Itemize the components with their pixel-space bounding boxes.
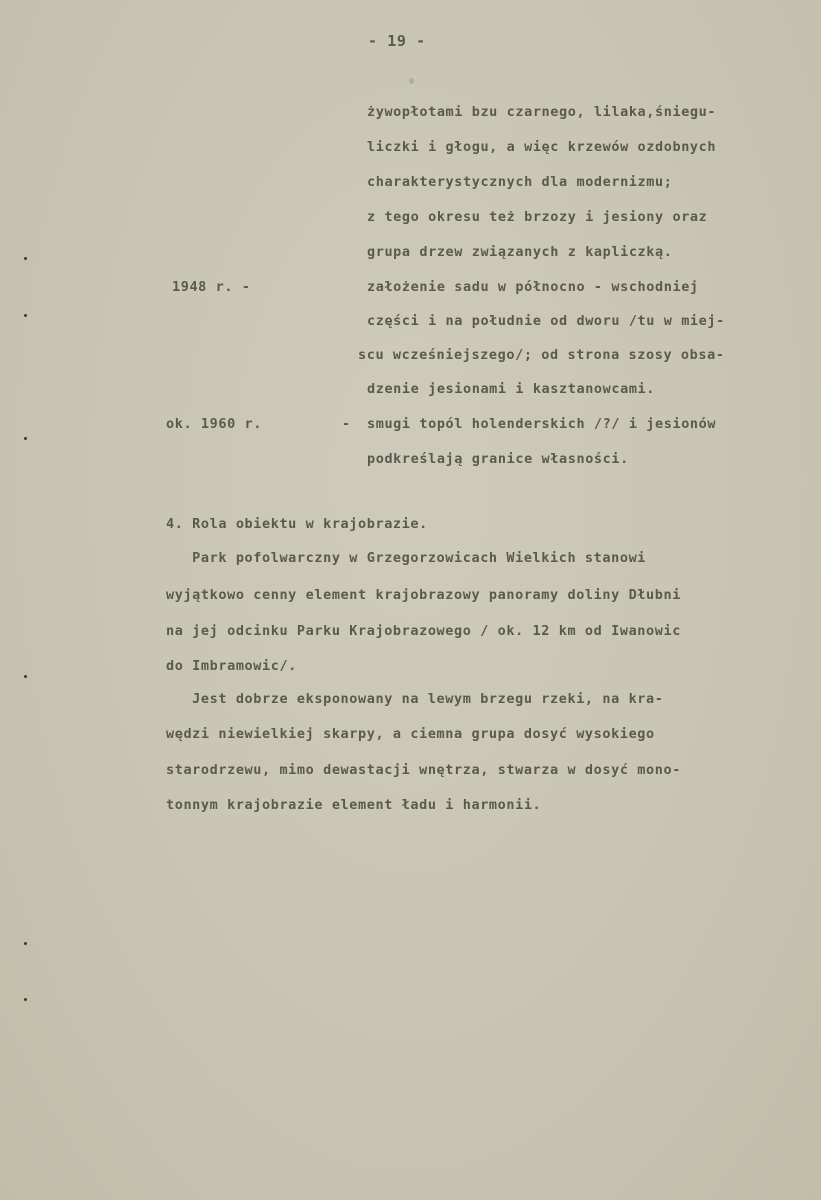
paragraph-1-line: wyjątkowo cenny element krajobrazowy panoramy doliny Dłubni: [166, 587, 681, 603]
entry-1948-line: założenie sadu w północno - wschodniej: [367, 279, 699, 295]
paper-speck: [409, 78, 414, 84]
margin-mark: [24, 998, 27, 1001]
paragraph-2-line: tonnym krajobrazie element ładu i harmonii.: [166, 797, 542, 813]
paragraph-2-line: Jest dobrze eksponowany na lewym brzegu rzeki, na kra-: [166, 691, 664, 707]
history-line: liczki i głogu, a więc krzewów ozdobnych: [367, 139, 717, 155]
entry-1960-date: ok. 1960 r.: [166, 416, 263, 432]
margin-mark: [24, 257, 27, 260]
history-line: grupa drzew związanych z kapliczką.: [367, 244, 673, 260]
history-line: z tego okresu też brzozy i jesiony oraz: [367, 209, 708, 225]
history-line: charakterystycznych dla modernizmu;: [367, 174, 673, 190]
margin-mark: [24, 314, 27, 317]
entry-1948-line: scu wcześniejszego/; od strona szosy obsa-: [358, 347, 725, 363]
history-line: żywopłotami bzu czarnego, lilaka,śniegu-: [367, 104, 717, 120]
entry-1960-dash: -: [342, 416, 351, 432]
margin-mark: [24, 942, 27, 945]
section-heading: 4. Rola obiektu w krajobrazie.: [166, 516, 428, 532]
page-number: - 19 -: [368, 32, 426, 50]
paragraph-2-line: wędzi niewielkiej skarpy, a ciemna grupa dosyć wysokiego: [166, 726, 655, 742]
entry-1948-date: 1948 r. -: [172, 279, 251, 295]
entry-1948-line: dzenie jesionami i kasztanowcami.: [367, 381, 656, 397]
margin-mark: [24, 675, 27, 678]
entry-1960-line: podkreślają granice własności.: [367, 451, 629, 467]
paragraph-2-line: starodrzewu, mimo dewastacji wnętrza, stwarza w dosyć mono-: [166, 762, 681, 778]
paragraph-1-line: na jej odcinku Parku Krajobrazowego / ok. 12 km od Iwanowic: [166, 623, 681, 639]
entry-1960-line: smugi topól holenderskich /?/ i jesionów: [367, 416, 717, 432]
paragraph-1-line: do Imbramowic/.: [166, 658, 297, 674]
entry-1948-line: części i na południe od dworu /tu w miej-: [367, 313, 725, 329]
margin-mark: [24, 437, 27, 440]
paragraph-1-line: Park pofolwarczny w Grzegorzowicach Wielkich stanowi: [166, 550, 647, 566]
